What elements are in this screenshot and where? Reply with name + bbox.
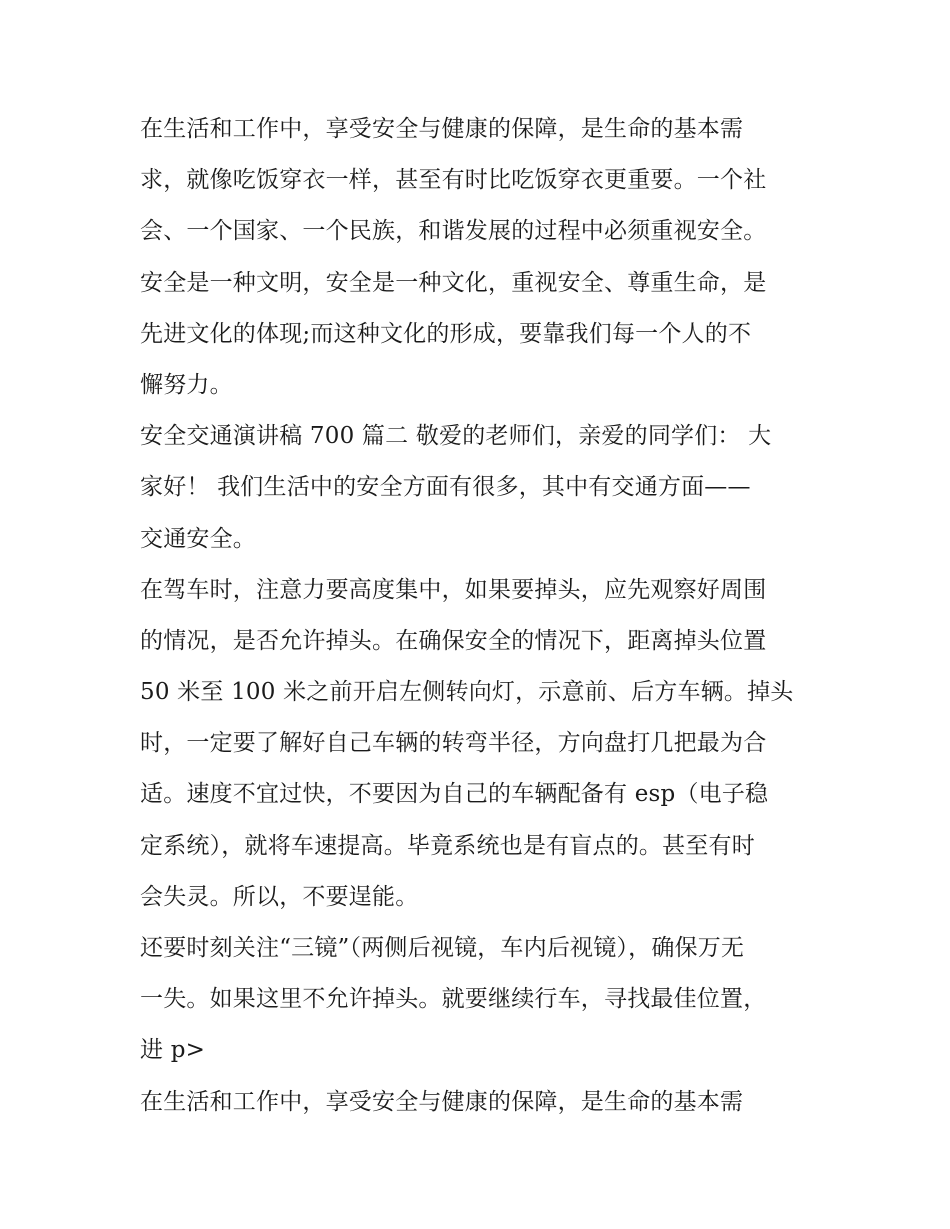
text-line: 进 p> xyxy=(140,1037,206,1064)
text-line: 时，一定要了解好自己车辆的转弯半径，方向盘打几把最为合 xyxy=(140,730,767,757)
text-line: 安全交通演讲稿 700 篇二 敬爱的老师们，亲爱的同学们： 大 xyxy=(140,423,772,450)
document-body xyxy=(140,104,815,1128)
text-line: 求，就像吃饭穿衣一样，甚至有时比吃饭穿衣更重要。一个社 xyxy=(140,167,767,194)
text-line: 家好！ 我们生活中的安全方面有很多，其中有交通方面—— xyxy=(140,474,751,501)
text-line: 适。速度不宜过快，不要因为自己的车辆配备有 esp（电子稳 xyxy=(140,781,769,808)
text-line: 懈努力。 xyxy=(140,371,233,398)
text-line: 交通安全。 xyxy=(140,525,256,552)
text-line: 先进文化的体现;而这种文化的形成，要靠我们每一个人的不 xyxy=(140,320,752,347)
text-line: 还要时刻关注“三镜”（两侧后视镜，车内后视镜），确保万无 xyxy=(140,935,745,961)
text-line: 在生活和工作中，享受安全与健康的保障，是生命的基本需 xyxy=(140,1088,744,1115)
text-line: 在生活和工作中，享受安全与健康的保障，是生命的基本需 xyxy=(140,116,744,142)
text-line: 安全是一种文明，安全是一种文化，重视安全、尊重生命，是 xyxy=(140,269,767,296)
text-line: 的情况，是否允许掉头。在确保安全的情况下，距离掉头位置 xyxy=(140,627,767,654)
text-line: 一失。如果这里不允许掉头。就要继续行车，寻找最佳位置， xyxy=(140,986,767,1013)
text-line: 会失灵。所以，不要逞能。 xyxy=(140,883,419,910)
text-line: 会、一个国家、一个民族，和谐发展的过程中必须重视安全。 xyxy=(140,218,767,245)
text-line: 在驾车时，注意力要高度集中，如果要掉头，应先观察好周围 xyxy=(140,576,767,603)
text-line: 50 米至 100 米之前开启左侧转向灯，示意前、后方车辆。掉头 xyxy=(140,679,794,706)
text-line: 定系统），就将车速提高。毕竟系统也是有盲点的。甚至有时 xyxy=(140,832,755,859)
